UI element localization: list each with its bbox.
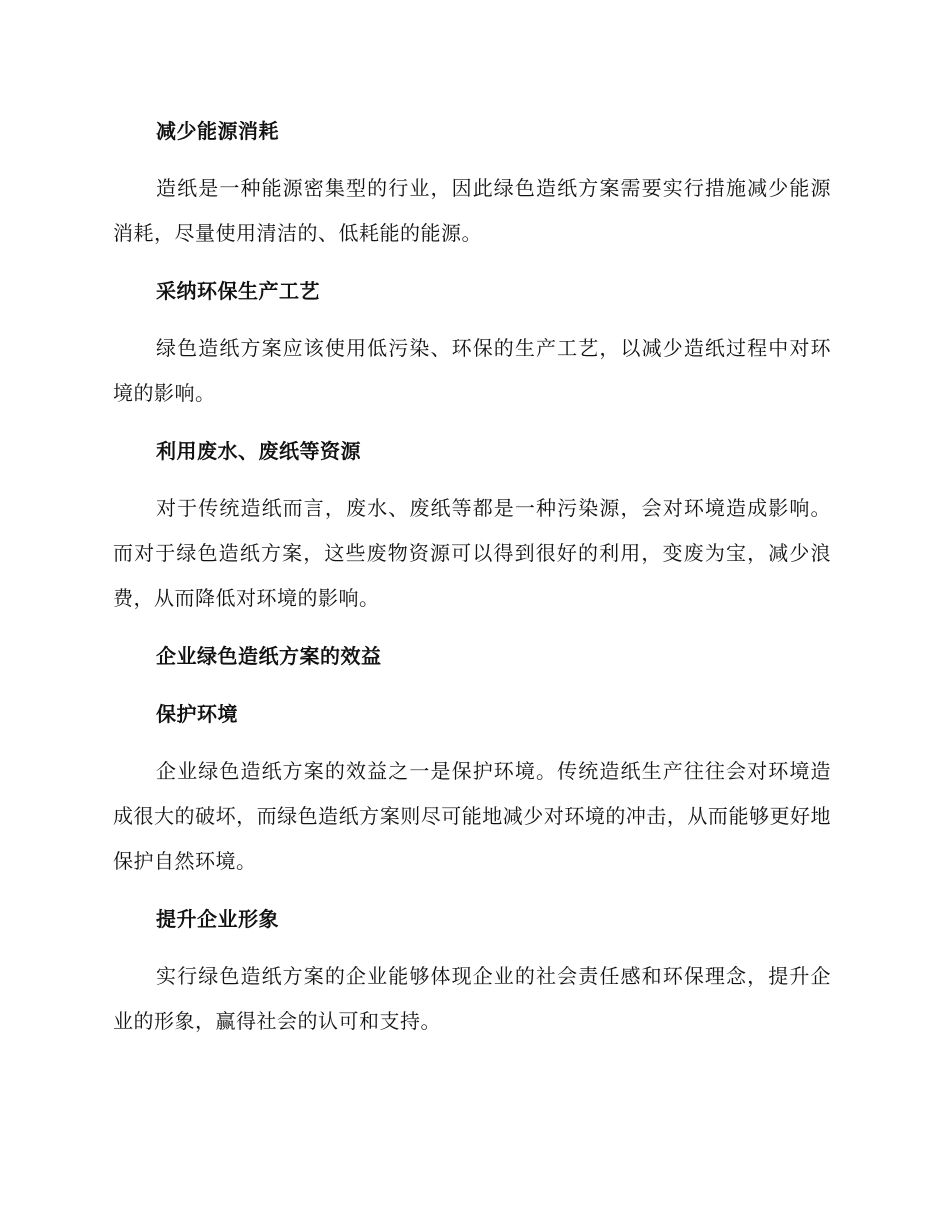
paragraph-reduce-energy: 造纸是一种能源密集型的行业，因此绿色造纸方案需要实行措施减少能源消耗，尽量使用清洁的、低耗能的能源。 — [113, 176, 831, 245]
section-heading-reduce-energy: 减少能源消耗 — [156, 119, 279, 143]
section-heading-protect-environment: 保护环境 — [156, 702, 238, 726]
paragraph-reuse-resources: 对于传统造纸而言，废水、废纸等都是一种污染源，会对环境造成影响。而对于绿色造纸方案，这些废物资源可以得到很好的利用，变废为宝，减少浪费，从而降低对环境的影响。 — [113, 496, 831, 610]
paragraph-corporate-image: 实行绿色造纸方案的企业能够体现企业的社会责任感和环保理念，提升企业的形象，赢得社会的认可和支持。 — [113, 964, 831, 1033]
section-heading-reuse-resources: 利用废水、废纸等资源 — [156, 439, 361, 463]
section-heading-benefits: 企业绿色造纸方案的效益 — [156, 644, 382, 668]
paragraph-eco-process: 绿色造纸方案应该使用低污染、环保的生产工艺，以减少造纸过程中对环境的影响。 — [113, 336, 831, 405]
section-heading-eco-process: 采纳环保生产工艺 — [156, 279, 320, 303]
document-page — [113, 108, 831, 1056]
paragraph-protect-environment: 企业绿色造纸方案的效益之一是保护环境。传统造纸生产往往会对环境造成很大的破坏，而绿色造纸方案则尽可能地减少对环境的冲击，从而能够更好地保护自然环境。 — [113, 759, 831, 873]
section-heading-corporate-image: 提升企业形象 — [156, 907, 279, 931]
